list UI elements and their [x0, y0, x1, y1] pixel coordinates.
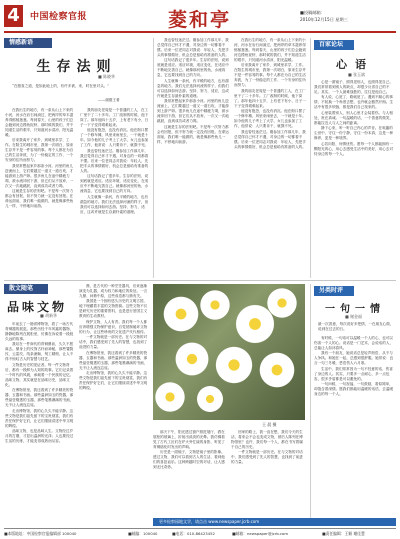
- paragraph: 我的朋友老周是一个普通的工人，在工厂里干了二十多年。工厂改制的时候，他下岗了。那年他四十五岁，上有老下有小，日子一下子变得艰难起来。: [234, 88, 306, 108]
- paragraph: 生活中，我们常常因为一句不经意的话，伤害了身边的人。其实，只要多一点耐心，多一点包容，很多矛盾都是可以避免的。: [314, 366, 393, 381]
- paragraph: 我站在一件商代的青铜鼎前，久久不愿离去。鼎身上的纹饰古朴而神秘，那些饕餮纹、云雷纹，线条流畅，刻工精细，让人不得不惊叹古人的智慧与技艺。: [5, 342, 74, 362]
- section-divider: [4, 280, 396, 281]
- footer-item-phone: ■电话：010-86423452: [172, 531, 215, 536]
- flower-image: [173, 340, 211, 378]
- article-title-heart: 心语: [336, 58, 374, 71]
- paragraph: 他没有抱怨，也没有消沉。他在街口摆了一个修车摊，风里来雨里去，一干就是十年。如今他的儿子考上了大学，女儿也参加了工作，他常说：人只要肯干，就饿不死。: [80, 128, 149, 148]
- website-banner-text: 更多检察园地文学，请点击 www.newspaper.jcrb.com: [159, 519, 260, 524]
- column-divider: [310, 38, 311, 278]
- paragraph: 走出博物馆，我的心久久不能平静。这些文物是我们祖先留下的宝贵财富，我们有责任保护好它们，让它们继续讲述中华文明的辉煌。: [5, 408, 74, 428]
- paragraph: 心里装着别人，别人心里才会装着你。与人相处，贵在真诚。一句温暖的话，一个善意的微笑，都能拉近人与人之间的距离。: [314, 110, 394, 125]
- paragraph: 鼎，是古代的一种烹饪器具，后来逐渐演变为礼器，成为权力和地位的象征。一言九鼎、问鼎中原，这些成语都与鼎有关。: [79, 284, 148, 298]
- article-body-relics-1: [5, 322, 75, 517]
- flower-image: [153, 380, 187, 414]
- footer-item-postcode: ■邮编：100040: [128, 531, 158, 536]
- paragraph: 静下心来，听一听自己内心的声音。在喧嚣的尘世中，守住一份宁静，守住一份本真，这是一种修养，更是一种境界。: [314, 126, 394, 141]
- paper-name: 中国检察官报: [30, 12, 88, 22]
- flower-image: [265, 286, 299, 320]
- paragraph: 有时候，一句话可以温暖一个人的心，也可以伤害一个人的心。说话是一门艺术，会说话的人，总能让人如沐春风。: [314, 336, 394, 350]
- column-divider: [153, 38, 154, 278]
- section-tag-commentary: 另类时评: [314, 286, 354, 296]
- paragraph: 保护文物，人人有责。我们每一个人都应该增强文物保护意识，自觉抵制破坏文物的行为，让这些珍贵的文化遗产代代相传。: [79, 319, 148, 334]
- footer-item-address: ■本版地址：中国检察官报编辑部 100040: [4, 531, 77, 536]
- paragraph: 在我出生的地方，有一条从山上下来的小河，河水在岩石间淌过，把两岸的草木滋养得郁郁葱葱。每到春天，山里的孩子们总会跑到河边摸鱼捉虾，那时候的我们，并不知道生活的艰辛，只知道河水清凉、阳光温暖。: [5, 108, 74, 137]
- section-tag-essay: 散文随笔: [4, 284, 48, 294]
- paragraph: 有人说，心宽了，路就宽了。遇到不顺心的事情，不妨换一个角度去想，也许就会豁然开朗。生活中有很多烦恼，都是我们自己找来的。: [314, 95, 394, 110]
- column-divider: [310, 284, 311, 518]
- flower-photo: [153, 284, 305, 420]
- paragraph: 人生就像一条河，有平缓的地方，也有湍急的地方。我们无法选择河流的样子，但我们可以选择如何去游。坚持、努力、适应，这或许就是生存最朴素的道理。: [157, 78, 229, 98]
- paragraph: 文物是历史的见证者。每一件文物背后，都有一段鲜为人知的故事。它们记录着一个时代的风貌，承载着一个民族的记忆。品味文物，其实就是在品味历史，品味文化。: [5, 362, 74, 387]
- flower-image: [161, 294, 201, 334]
- epigraph: “在猎食之道，是如此地上的，有许多被，来，时在里对头。”: [12, 84, 110, 88]
- paragraph: 这句话我记了很多年。生存的法则，说到底就是适应。适应环境，适应变化，在适应中不断地完善自己。就像那河里的鱼，水流再急，它也要找到自己的方向。: [80, 174, 149, 194]
- section-title: 菱和亭: [168, 9, 232, 31]
- paragraph: 我国是一个拥有悠久历史的文明古国，地下埋藏着丰富的文物资源。这些文物不仅是研究历史的重要资料，也是进行爱国主义教育的生动教材。: [79, 299, 148, 319]
- paragraph: 我常常想起家乡那条小河。河里的鱼儿逆流而上，它们要越过一道又一道石坎，才能游到上游产卵。很多鱼儿在途中精疲力竭，被水流冲回下游，但它们从不放弃，一次又一次地跳跃，直到成功或者力竭。: [157, 99, 229, 124]
- article-body-words: [314, 336, 396, 518]
- paragraph: 后来我离开了家乡，到城里求学、工作。在陌生的城市里，我第一次明白，原来生存并不是一件容易的事。每个人都在为自己的生活奔波，为了一份稳定的工作、一个安身的住所而努力。: [234, 63, 306, 88]
- masthead-rule: [4, 31, 396, 33]
- article-author: ■ 张玉斌: [348, 72, 366, 77]
- article-body-relics-2: [79, 284, 149, 517]
- page-number: 4: [7, 5, 20, 26]
- paragraph: 品味文物，也是品味人生。文物经过岁月的打磨，才显出温润的光泽；人也要经过生活的历练，才能变得成熟而从容。: [5, 428, 74, 443]
- paragraph: 我有一个朋友，她说话总是轻声细语，从不与人争执。和她在一起，总感到很舒服。她常说：良言一句三冬暖，恶语伤人六月寒。: [314, 351, 394, 366]
- paragraph: 我常常想起家乡那条小河。河里的鱼儿逆流而上，它们要越过一道又一道石坎，才能游到上游产卵。很多鱼儿在途中精疲力竭，被水流冲回下游，但它们从不放弃，一次又一次地跳跃，直到成功或者力竭。: [5, 163, 74, 188]
- paragraph: 一句问候，一句祝福，一句鼓励，看似简单，却饱含着深情。愿我们都能用温暖的话语，去温暖身边的每一个人。: [314, 382, 394, 397]
- article-body-col3: [157, 38, 230, 276]
- paragraph: 走出博物馆，我的心久久不能平静。这些文物是我们祖先留下的宝贵财富，我们有责任保护好它们，让它们继续讲述中华文明的辉煌。: [79, 370, 148, 390]
- paragraph: 一件文物就是一部历史。在与文物的对话中，我们感受到了先人的智慧，也找到了前进的力量。: [231, 450, 303, 465]
- paragraph: 后来我离开了家乡，到城里求学、工作。在陌生的城市里，我第一次明白，原来生存并不是一件容易的事。每个人都在为自己的生活奔波，为了一份稳定的工作、一个安身的住所而努力。: [5, 138, 74, 163]
- footer-item-email: ■邮箱：newspaper@jcrb.com: [232, 531, 289, 536]
- flower-image: [257, 350, 297, 390]
- article-body-col1: [5, 108, 76, 276]
- epigraph-author: ——谢德王著: [98, 98, 120, 102]
- paragraph: 在我出生的地方，有一条从山上下来的小河，河水在岩石间淌过，把两岸的草木滋养得郁郁葱葱。每到春天，山里的孩子们总会跑到河边摸鱼捉虾，那时候的我们，并不知道生活的艰辛，只知道河水清凉、阳光温暖。: [234, 38, 306, 62]
- article-author: ■ 陈晓华: [98, 74, 116, 79]
- paragraph: 回家的路上，我一直在想，我们今天的生活，将来会不会也变成文物，被后人陈列在博物馆里？也许，我们每一个人，都在书写着属于自己的历史。: [231, 430, 303, 449]
- footer-rule: [4, 528, 396, 529]
- paragraph: 我的朋友老周是一个普通的工人，在工厂里干了二十多年。工厂改制的时候，他下岗了。那年他四十五岁，上有老下有小，日子一下子变得艰难起来。: [80, 108, 149, 127]
- paragraph: 心若向阳，何惧忧伤。愿每一个人都能拥有一颗阳光的心，用心去感受生活中的美好，用心去对待身边的每一个人。: [314, 141, 394, 156]
- paragraph: 历史是一面镜子，文物是镜子里的影像。透过文物，我们可以看到古人的生活，看到他们的喜怒哀乐。这种跨越时空的对话，让人感到无比奇妙。: [153, 450, 225, 470]
- footer-item-editor: ■责任编辑：王颖 谢佳慧: [322, 531, 365, 536]
- paragraph: 我也曾经迷茫过。刚参加工作那几年，我总觉得自己怀才不遇，对身边的一切都看不惯。后来一位老同志对我说：年轻人，先把手头的事情做好，机会总是留给有准备的人的。: [80, 148, 149, 173]
- paragraph: 这就是生存的法则吧。不是每一次努力都会有回报，但不努力就一定没有回报。在命运面前，我们唯一能做的，就是像那些鱼儿一样，不停地向前游。: [5, 189, 74, 209]
- paragraph: 在博物馆里，我还看到了许多精美的瓷器、玉器和书画。那些温润如玉的瓷器，那些晶莹剔透的玉器，那些笔墨淋漓的书画，无不让人流连忘返。: [79, 350, 148, 370]
- epigraph: 最一次善意，每次说好多把情，一在朋友心做，说到在过去的日。: [318, 322, 394, 331]
- paragraph: 一件文物就是一部历史。在与文物的对话中，我们感受到了先人的智慧，也找到了前进的力量。: [79, 335, 148, 350]
- article-author: ■ 胡新华: [40, 313, 58, 318]
- paragraph: 这句话我记了很多年。生存的法则，说到底就是适应。适应环境，适应变化，在适应中不断地完善自己。就像那河里的鱼，水流再急，它也要找到自己的方向。: [157, 58, 229, 78]
- article-body-relics-3: [153, 430, 227, 518]
- paragraph: 这就是生存的法则吧。不是每一次努力都会有回报，但不努力就一定没有回报。在命运面前，我们唯一能做的，就是像那些鱼儿一样，不停地向前游。: [157, 124, 229, 144]
- paragraph: 他没有抱怨，也没有消沉。他在街口摆了一个修车摊，风里来雨里去，一干就是十年。如今他的儿子考上了大学，女儿也参加了工作，他常说：人只要肯干，就饿不死。: [234, 109, 306, 129]
- section-tag-emotion: 情感新语: [4, 38, 52, 48]
- paragraph: 年前去了一趟省博物馆，看了一场古代青铜器的展览。那些历经千年风霜的器物，静静地陈列在展柜里，仿佛在诉说着一段段久远的故事。: [5, 322, 74, 341]
- article-title-words: 一句一情: [325, 304, 385, 315]
- paragraph: 我也曾经迷茫过。刚参加工作那几年，我总觉得自己怀才不遇，对身边的一切都看不惯。后来一位老同志对我说：年轻人，先把手头的事情做好，机会总是留给有准备的人的。: [234, 129, 306, 149]
- article-author: ■ 谢金福: [345, 314, 363, 319]
- flower-image: [213, 344, 255, 386]
- article-body-heart: [314, 80, 396, 276]
- masthead-meta-2: 2010年12月15日 星期三: [300, 17, 348, 22]
- article-body-relics-4: [231, 430, 305, 518]
- paragraph: 人生就像一条河，有平缓的地方，也有湍急的地方。我们无法选择河流的样子，但我们可以选择如何去游。坚持、努力、适应，这或许就是生存最朴素的道理。: [80, 194, 149, 214]
- website-banner[interactable]: [153, 518, 396, 526]
- flower-image: [195, 384, 225, 414]
- article-body-col2: [80, 108, 151, 276]
- section-tag-forum: 百家论坛: [314, 40, 354, 50]
- article-title-survival: 生存法则: [36, 59, 117, 75]
- masthead: [0, 0, 400, 34]
- masthead-meta-1: ■投稿邮箱：: [300, 10, 325, 15]
- photo-caption: 王 晨 摄: [262, 422, 277, 427]
- article-body-col4: [234, 38, 307, 276]
- flower-image: [198, 288, 232, 322]
- article-title-relics: 品味文物: [6, 300, 67, 314]
- paragraph: 心是一面镜子，照得见别人，也照得见自己。我们常常看到别人的缺点，却很少反省自己的不足。其实，一个人最难战胜的，往往是他自己。: [314, 80, 393, 94]
- paragraph: 那天下午，阳光透过窗户照进展厅，洒在展柜的玻璃上，折射出淡淡的光晕。我仿佛看见了古代工匠们在炉火旁忙碌的身影，听见了青铜熔化时发出的声响。: [153, 430, 225, 449]
- paragraph: 在博物馆里，我还看到了许多精美的瓷器、玉器和书画。那些温润如玉的瓷器，那些晶莹剔透的玉器，那些笔墨淋漓的书画，无不让人流连忘返。: [5, 388, 74, 408]
- paragraph: 我也曾经迷茫过。刚参加工作那几年，我总觉得自己怀才不遇，对身边的一切都看不惯。后来一位老同志对我说：年轻人，先把手头的事情做好，机会总是留给有准备的人的。: [157, 38, 229, 57]
